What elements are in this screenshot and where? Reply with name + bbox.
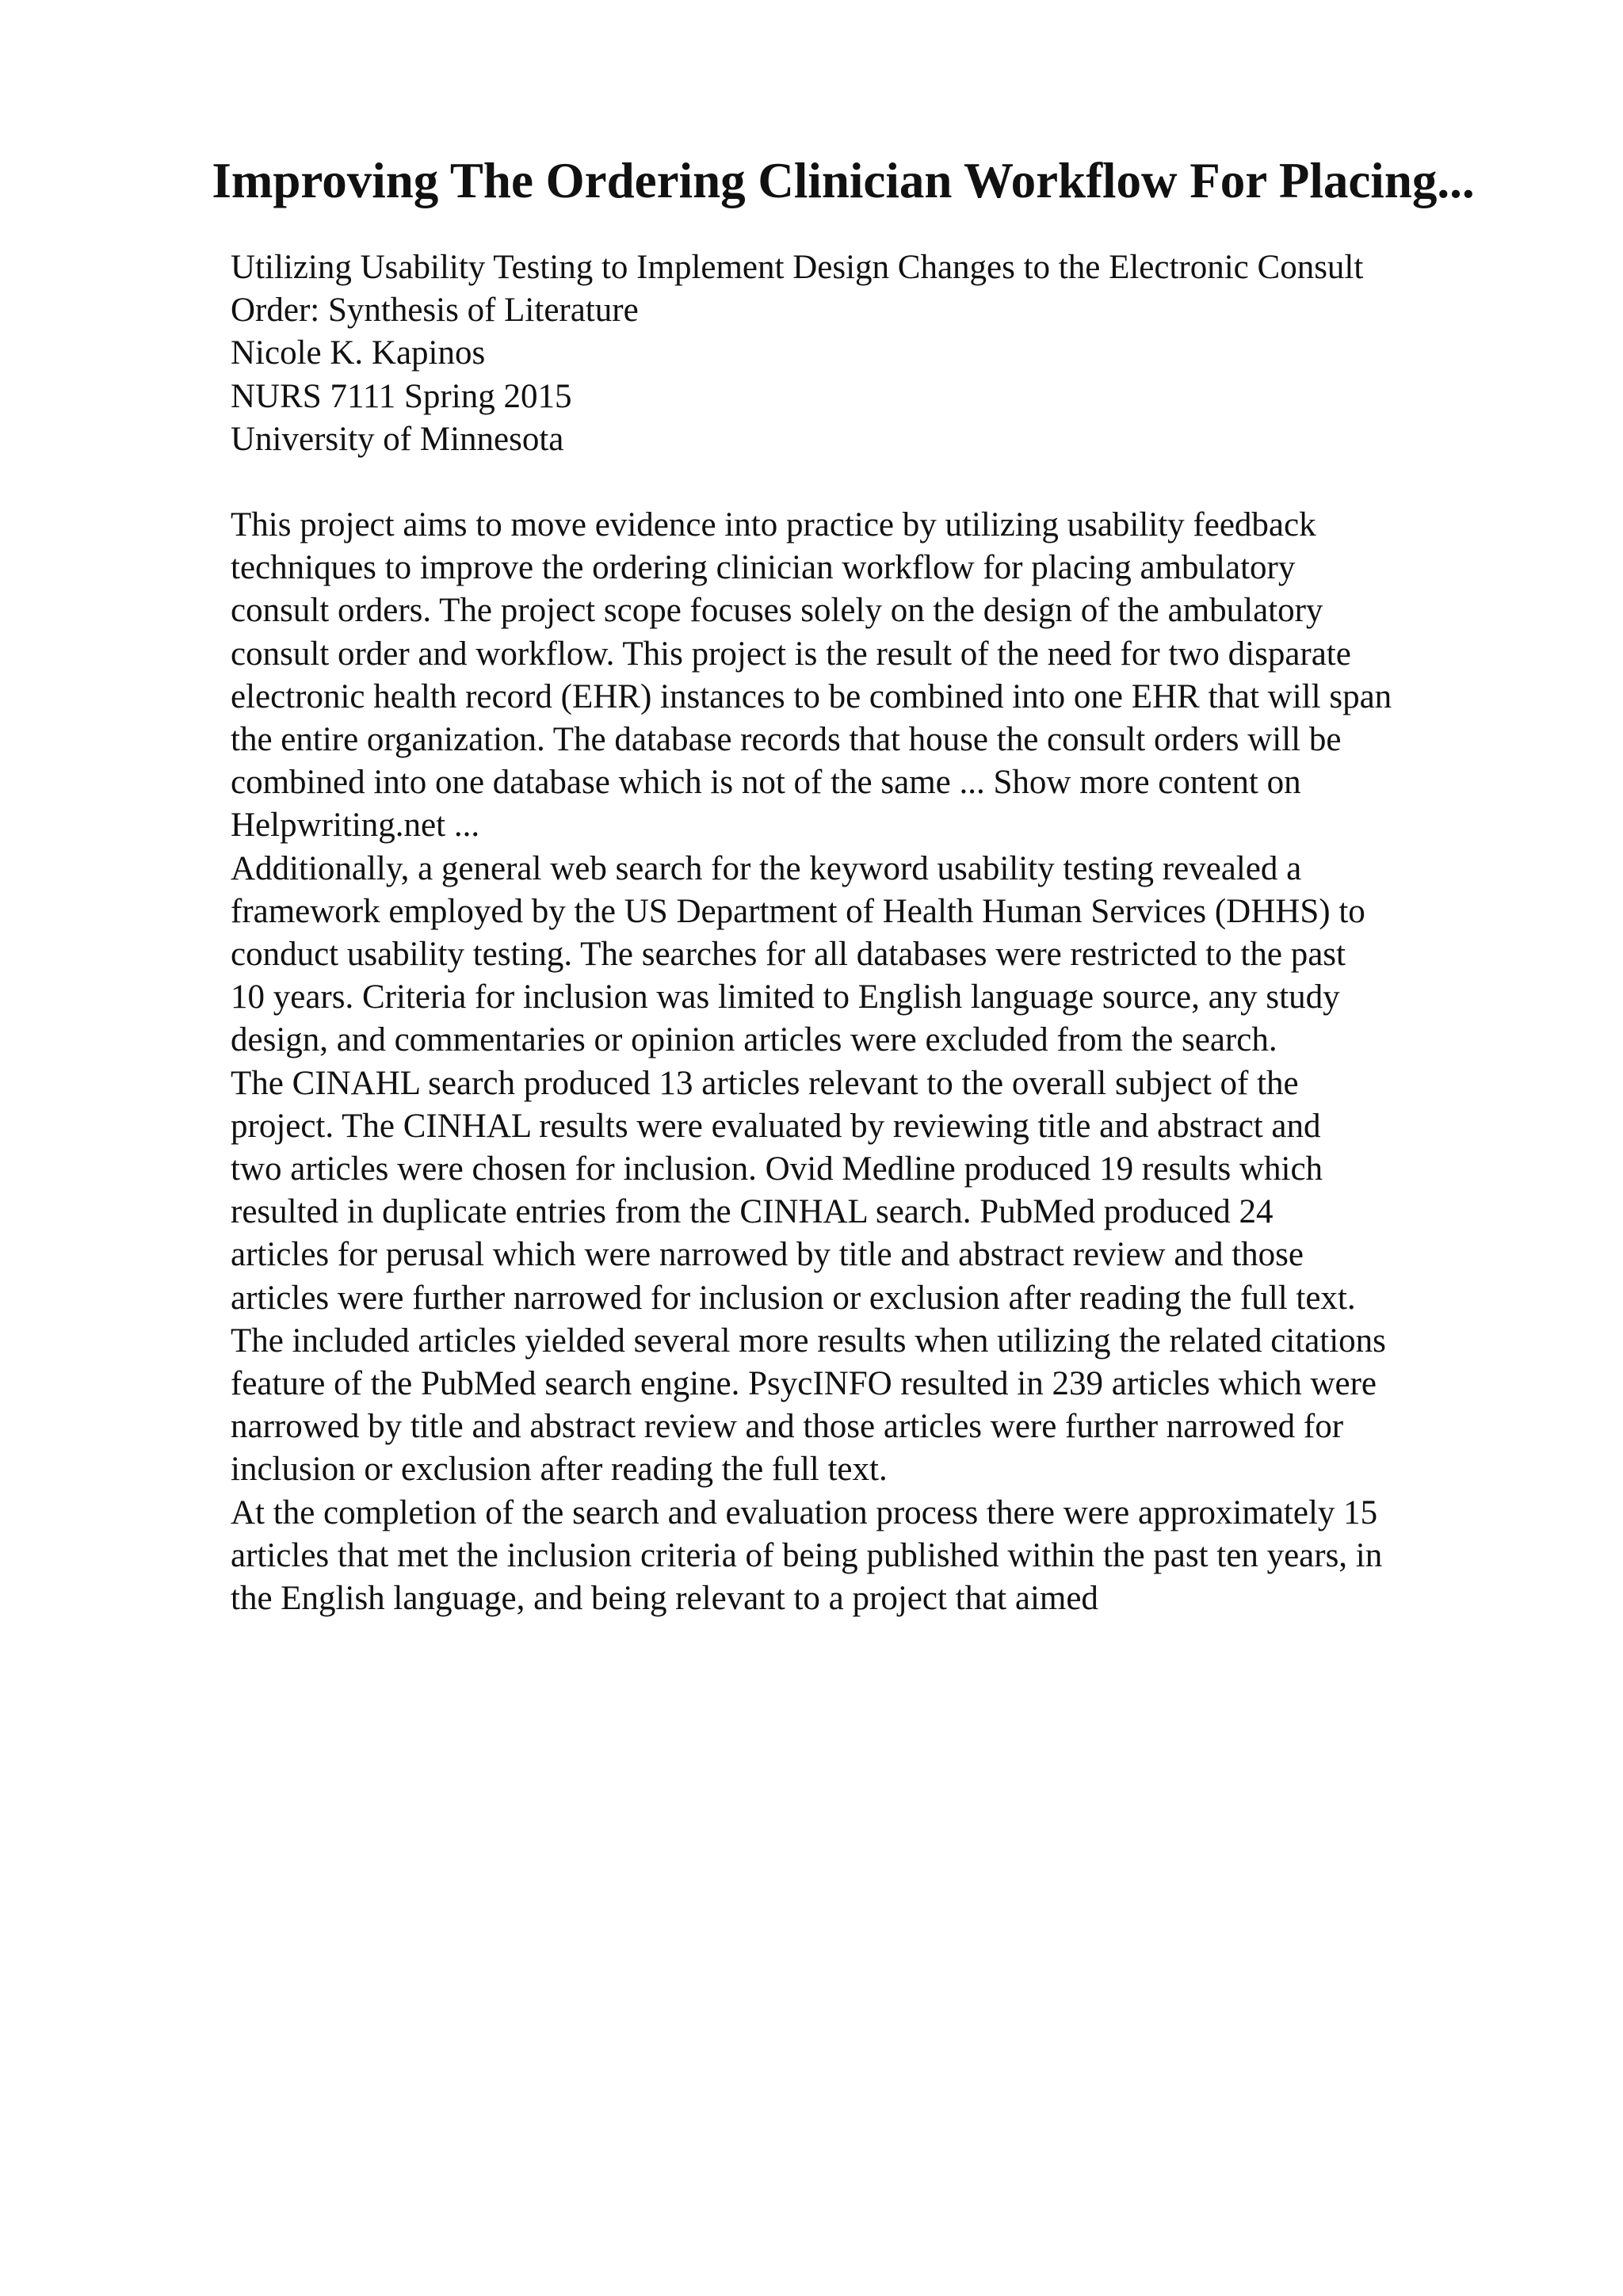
document-meta — [231, 246, 1514, 461]
body-line: articles were further narrowed for inclusion or exclusion after reading the full text. — [231, 1279, 1356, 1317]
body-line: Helpwriting.net ... — [231, 807, 480, 845]
body-line: This project aims to move evidence into practice by utilizing usability feedback — [231, 506, 1316, 543]
body-line: 10 years. Criteria for inclusion was limited to English language source, any study — [231, 978, 1340, 1016]
body-line: narrowed by title and abstract review and those articles were further narrowed for — [231, 1408, 1344, 1446]
body-line: framework employed by the US Department of Health Human Services (DHHS) to — [231, 892, 1365, 930]
body-line: electronic health record (EHR) instances to be combined into one EHR that will span — [231, 677, 1392, 715]
body-line: The included articles yielded several more results when utilizing the related citations — [231, 1322, 1386, 1360]
body-line: articles for perusal which were narrowed by title and abstract review and those — [231, 1236, 1304, 1274]
body-line: the English language, and being relevant to a project that aimed — [231, 1580, 1098, 1618]
body-line: project. The CINHAL results were evaluated by reviewing title and abstract and — [231, 1107, 1321, 1145]
document-title: Improving The Ordering Clinician Workflow For Placing... — [212, 153, 1475, 208]
body-line: design, and commentaries or opinion articles were excluded from the search. — [231, 1021, 1277, 1059]
meta-line-course: NURS 7111 Spring 2015 — [231, 377, 572, 415]
meta-line-institution: University of Minnesota — [231, 420, 564, 458]
body-line: inclusion or exclusion after reading the full text. — [231, 1451, 888, 1489]
body-line: the entire organization. The database records that house the consult orders will be — [231, 721, 1342, 759]
meta-line-author: Nicole K. Kapinos — [231, 334, 486, 372]
body-line: The CINAHL search produced 13 articles relevant to the overall subject of the — [231, 1064, 1299, 1102]
body-line: consult order and workflow. This project is the result of the need for two disparate — [231, 635, 1351, 673]
body-line: conduct usability testing. The searches for all databases were restricted to the past — [231, 936, 1346, 974]
body-line: resulted in duplicate entries from the CINHAL search. PubMed produced 24 — [231, 1193, 1274, 1231]
document-body — [231, 504, 1514, 1620]
body-line: combined into one database which is not of the same ... Show more content on — [231, 764, 1301, 802]
body-line: two articles were chosen for inclusion. Ovid Medline produced 19 results which — [231, 1150, 1323, 1188]
body-line: consult orders. The project scope focuses solely on the design of the ambulatory — [231, 592, 1323, 630]
body-line: articles that met the inclusion criteria of being published within the past ten years, in — [231, 1536, 1383, 1574]
body-line: At the completion of the search and evaluation process there were approximately 15 — [231, 1493, 1378, 1531]
body-line: Additionally, a general web search for the keyword usability testing revealed a — [231, 849, 1302, 887]
meta-line-subtitle-1: Utilizing Usability Testing to Implement Design Changes to the Electronic Consult — [231, 249, 1364, 286]
body-line: techniques to improve the ordering clinician workflow for placing ambulatory — [231, 549, 1296, 587]
meta-line-subtitle-2: Order: Synthesis of Literature — [231, 292, 639, 330]
body-line: feature of the PubMed search engine. PsycINFO resulted in 239 articles which were — [231, 1365, 1377, 1403]
